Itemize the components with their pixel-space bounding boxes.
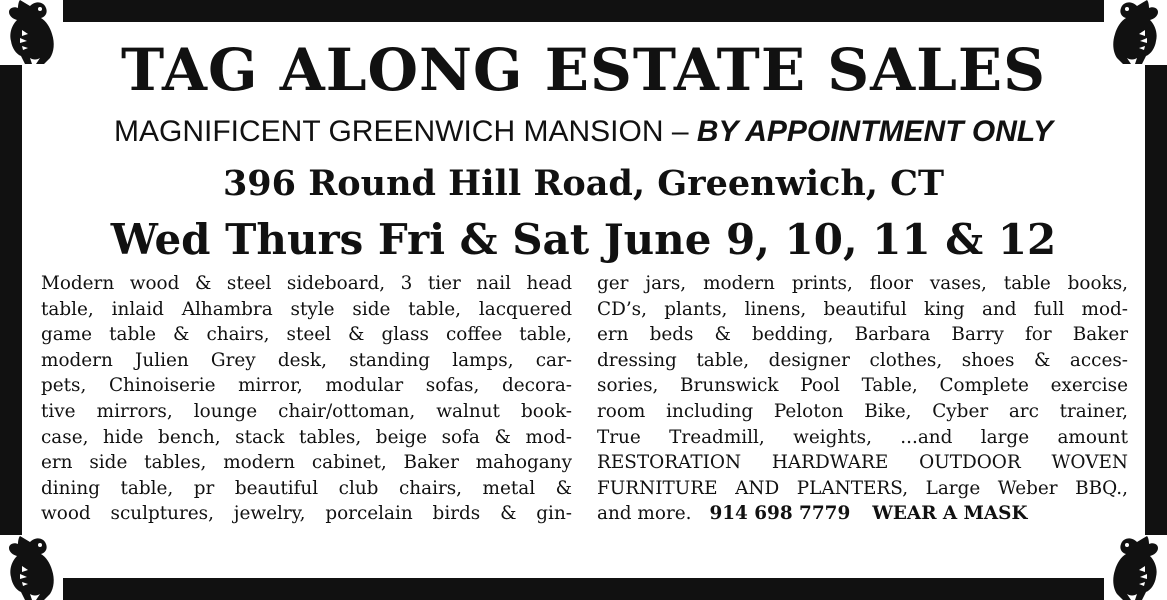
- listing-line: dressing table, designer clothes, shoes & acces-: [597, 349, 1128, 371]
- listing-line: FURNITURE AND PLANTERS, Large Weber BBQ.,: [597, 477, 1128, 499]
- border-left: [0, 65, 22, 535]
- sale-dates: Wed Thurs Fri & Sat June 9, 10, 11 & 12: [110, 215, 1057, 264]
- listing-line: tive mirrors, lounge chair/ottoman, walnut book-: [41, 400, 572, 422]
- appointment-notice: BY APPOINTMENT ONLY: [696, 115, 1053, 148]
- listing-line: Modern wood & steel sideboard, 3 tier nail head: [41, 273, 572, 294]
- company-title: TAG ALONG ESTATE SALES: [121, 36, 1046, 104]
- listing-line: sories, Brunswick Pool Table, Complete exercise: [597, 375, 1128, 397]
- eagle-icon: [1105, 536, 1167, 600]
- listing-line: and more.: [597, 503, 692, 525]
- border-bottom: [63, 578, 1104, 600]
- listing-line: ger jars, modern prints, floor vases, table books,: [597, 273, 1128, 294]
- listing-line: True Treadmill, weights, ...and large amount: [597, 426, 1128, 448]
- listing-column-right: [597, 271, 1128, 527]
- property-subtitle: [30, 112, 1137, 152]
- listing-line: modern Julien Grey desk, standing lamps, car-: [41, 349, 572, 371]
- listing-line: pets, Chinoiserie mirror, modular sofas, decora-: [41, 375, 572, 397]
- contact-phone: 914 698 7779: [709, 503, 851, 525]
- listing-line: table, inlaid Alhambra style side table, lacquered: [41, 298, 572, 320]
- listing-line: CD’s, plants, linens, beautiful king and full mod-: [597, 298, 1128, 320]
- listing-line: room including Peloton Bike, Cyber arc trainer,: [597, 400, 1128, 422]
- listing-line: ern beds & bedding, Barbara Barry for Baker: [597, 324, 1128, 346]
- listing-line: RESTORATION HARDWARE OUTDOOR WOVEN: [597, 452, 1128, 474]
- sale-address: 396 Round Hill Road, Greenwich, CT: [222, 163, 945, 204]
- subtitle-text: MAGNIFICENT GREENWICH MANSION –: [114, 115, 697, 148]
- listing-line: game table & chairs, steel & glass coffee table,: [41, 324, 572, 346]
- eagle-icon: [0, 536, 62, 600]
- mask-notice: WEAR A MASK: [872, 503, 1028, 525]
- border-top: [63, 0, 1104, 22]
- listing-line: case, hide bench, stack tables, beige sofa & mod-: [41, 426, 572, 448]
- listing-column-left: [41, 271, 572, 527]
- border-right: [1145, 65, 1167, 535]
- listing-line: dining table, pr beautiful club chairs, metal &: [41, 477, 572, 499]
- listing-line: ern side tables, modern cabinet, Baker mahogany: [41, 452, 572, 474]
- listing-line: wood sculptures, jewelry, porcelain birds & gin-: [41, 503, 572, 525]
- listing-closing-line: [597, 501, 1128, 527]
